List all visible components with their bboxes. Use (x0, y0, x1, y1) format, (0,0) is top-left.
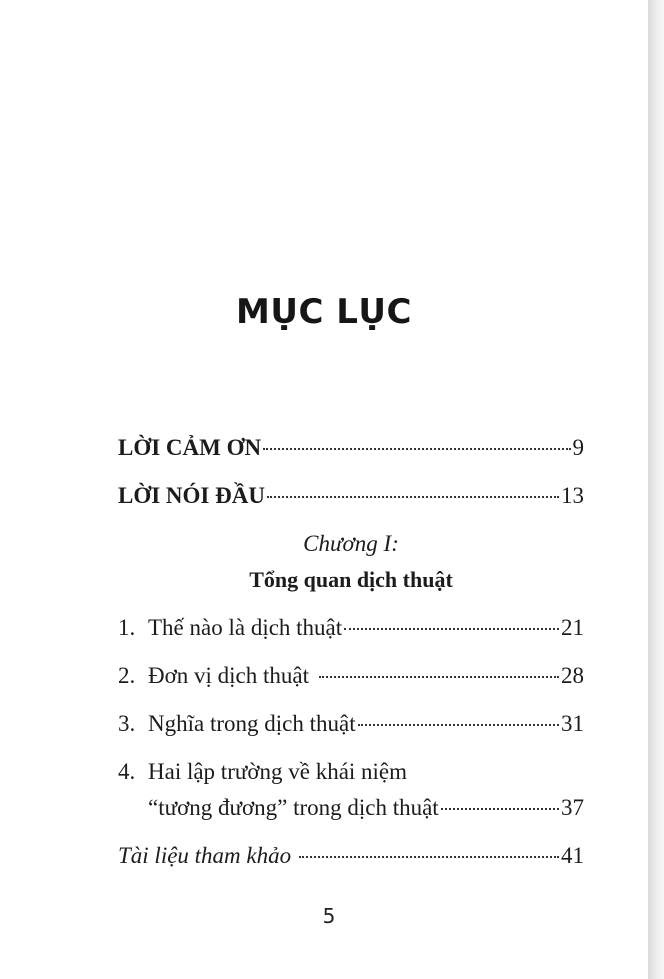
toc-entry-label: Thế nào là dịch thuật (148, 615, 343, 640)
toc-entry-label: LỜI CẢM ƠN (118, 435, 262, 460)
toc-item-number: 1. (118, 615, 136, 640)
dot-leader (441, 808, 559, 810)
toc-entry-label: LỜI NÓI ĐẦU (118, 483, 265, 508)
toc-page-number: 21 (561, 615, 584, 640)
dot-leader (267, 496, 559, 498)
toc-item-4-continuation (148, 793, 584, 823)
dot-leader (344, 628, 559, 630)
toc-page-number: 13 (561, 483, 584, 508)
toc-item-4 (118, 757, 584, 787)
toc-entry-label: Hai lập trường về khái niệm (148, 759, 408, 784)
toc-entry-label: Nghĩa trong dịch thuật (148, 711, 356, 736)
toc-item-2 (118, 661, 584, 691)
toc-entry-label: Tài liệu tham khảo (118, 843, 292, 868)
chapter-title: Tổng quan dịch thuật (249, 567, 453, 592)
chapter-number: Chương I: (303, 531, 399, 556)
page-number-footer: 5 (322, 904, 336, 928)
toc-page-number: 41 (561, 843, 584, 868)
toc-entry-preface (118, 481, 584, 511)
page-title: MỤC LỤC (236, 292, 412, 332)
page-edge-shadow (648, 0, 664, 979)
toc-entry-acknowledgements (118, 433, 584, 463)
toc-page-number: 37 (561, 795, 584, 820)
toc-item-1 (118, 613, 584, 643)
toc-item-number: 3. (118, 711, 136, 736)
toc-page-number: 9 (572, 435, 584, 460)
toc-item-3 (118, 709, 584, 739)
toc-entry-label-continued: “tương đương” trong dịch thuật (148, 795, 439, 820)
toc-page-number: 31 (561, 711, 584, 736)
toc-item-number: 4. (118, 759, 136, 784)
dot-leader (299, 856, 559, 858)
toc-entry-references (118, 841, 584, 871)
toc-entry-label: Đơn vị dịch thuật (148, 663, 309, 688)
toc-page-number: 28 (561, 663, 584, 688)
dot-leader (319, 676, 559, 678)
dot-leader (358, 724, 559, 726)
dot-leader (263, 448, 570, 450)
toc-item-number: 2. (118, 663, 136, 688)
